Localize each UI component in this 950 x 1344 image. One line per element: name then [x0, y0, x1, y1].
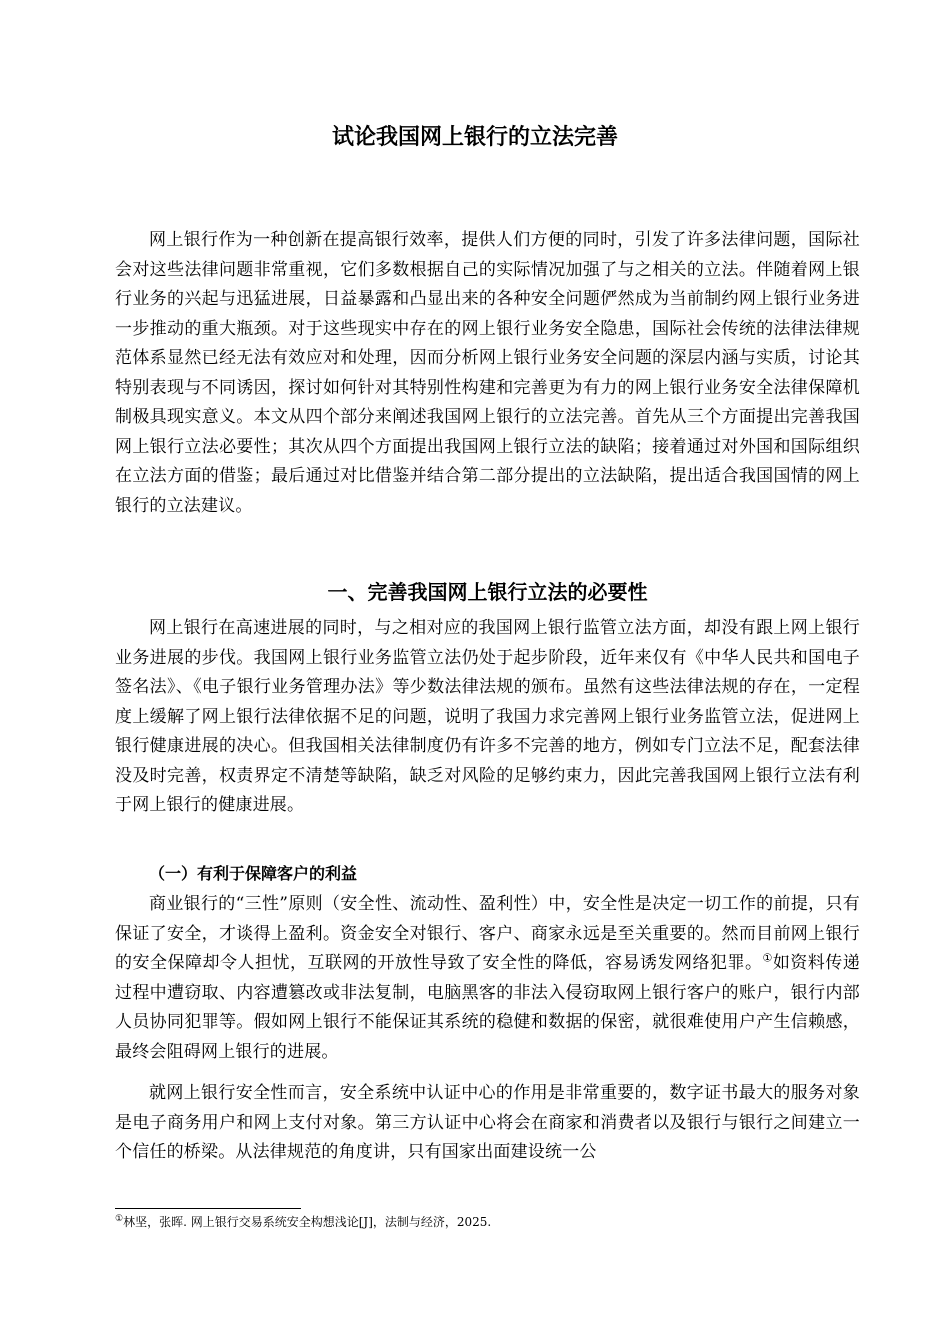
- abstract-paragraph: 网上银行作为一种创新在提高银行效率，提供人们方便的同时，引发了许多法律问题，国际社会对这些法律问题非常重视，它们多数根据自己的实际情况加强了与之相关的立法。伴随着网上银行业务的兴起与迅猛进展，日益暴露和凸显出来的各种安全问题俨然成为当前制约网上银行业务进一步推动的重大瓶颈。对于这些现实中存在的网上银行业务安全隐患，国际社会传统的法律法律规范体系显然已经无法有效应对和处理，因而分析网上银行业务安全问题的深层内涵与实质，讨论其特别表现与不同诱因，探讨如何针对其特别性构建和完善更为有力的网上银行业务安全法律保障机制极具现实意义。本文从四个部分来阐述我国网上银行的立法完善。首先从三个方面提出完善我国网上银行立法必要性；其次从四个方面提出我国网上银行立法的缺陷；接着通过对外国和国际组织在立法方面的借鉴；最后通过对比借鉴并结合第二部分提出的立法缺陷，提出适合我国国情的网上银行的立法建议。: [115, 230, 860, 516]
- document-title: 试论我国网上银行的立法完善: [331, 125, 618, 150]
- subsection-heading-1: （一）有利于保障客户的利益: [149, 864, 358, 883]
- footnote: [115, 1213, 491, 1231]
- footnote-reference-mark[interactable]: ①: [762, 951, 773, 965]
- footnote-number: ①: [115, 1214, 124, 1224]
- footnote-text: 林坚，张晖. 网上银行交易系统安全构想浅论[J]，法制与经济，2025.: [123, 1215, 492, 1229]
- subsection-paragraph-1: [115, 890, 860, 1067]
- section-intro-paragraph: 网上银行在高速进展的同时，与之相对应的我国网上银行监管立法方面，却没有跟上网上银行业务进展的步伐。我国网上银行业务监管立法仍处于起步阶段，近年来仅有《中华人民共和国电子签名法》、《电子银行业务管理办法》等少数法律法规的颁布。虽然有这些法律法规的存在，一定程度上缓解了网上银行法律依据不足的问题，说明了我国力求完善网上银行业务监管立法，促进网上银行健康进展的决心。但我国相关法律制度仍有许多不完善的地方，例如专门立法不足，配套法律没及时完善，权责界定不清楚等缺陷，缺乏对风险的足够约束力，因此完善我国网上银行立法有利于网上银行的健康进展。: [115, 618, 860, 815]
- subsection-paragraph-2: 就网上银行安全性而言，安全系统中认证中心的作用是非常重要的，数字证书最大的服务对象是电子商务用户和网上支付对象。第三方认证中心将会在商家和消费者以及银行与银行之间建立一个信任的桥梁。从法律规范的角度讲，只有国家出面建设统一公: [115, 1083, 860, 1162]
- footnote-divider: [115, 1208, 301, 1209]
- paragraph-text-before-note: 商业银行的“三性”原则（安全性、流动性、盈利性）中，安全性是决定一切工作的前提，只有保证了安全，才谈得上盈利。资金安全对银行、客户、商家永远是至关重要的。然而目前网上银行的安全保障却令人担忧，互联网的开放性导致了安全性的降低，容易诱发网络犯罪。: [115, 894, 860, 973]
- section-heading-1: 一、完善我国网上银行立法的必要性: [327, 580, 648, 604]
- paragraph-text-after-note: 如资料传递过程中遭窃取、内容遭篡改或非法复制，电脑黑客的非法入侵窃取网上银行客户的账户，银行内部人员协同犯罪等。假如网上银行不能保证其系统的稳健和数据的保密，就很难使用户产生信赖感，最终会阻碍网上银行的进展。: [115, 953, 861, 1062]
